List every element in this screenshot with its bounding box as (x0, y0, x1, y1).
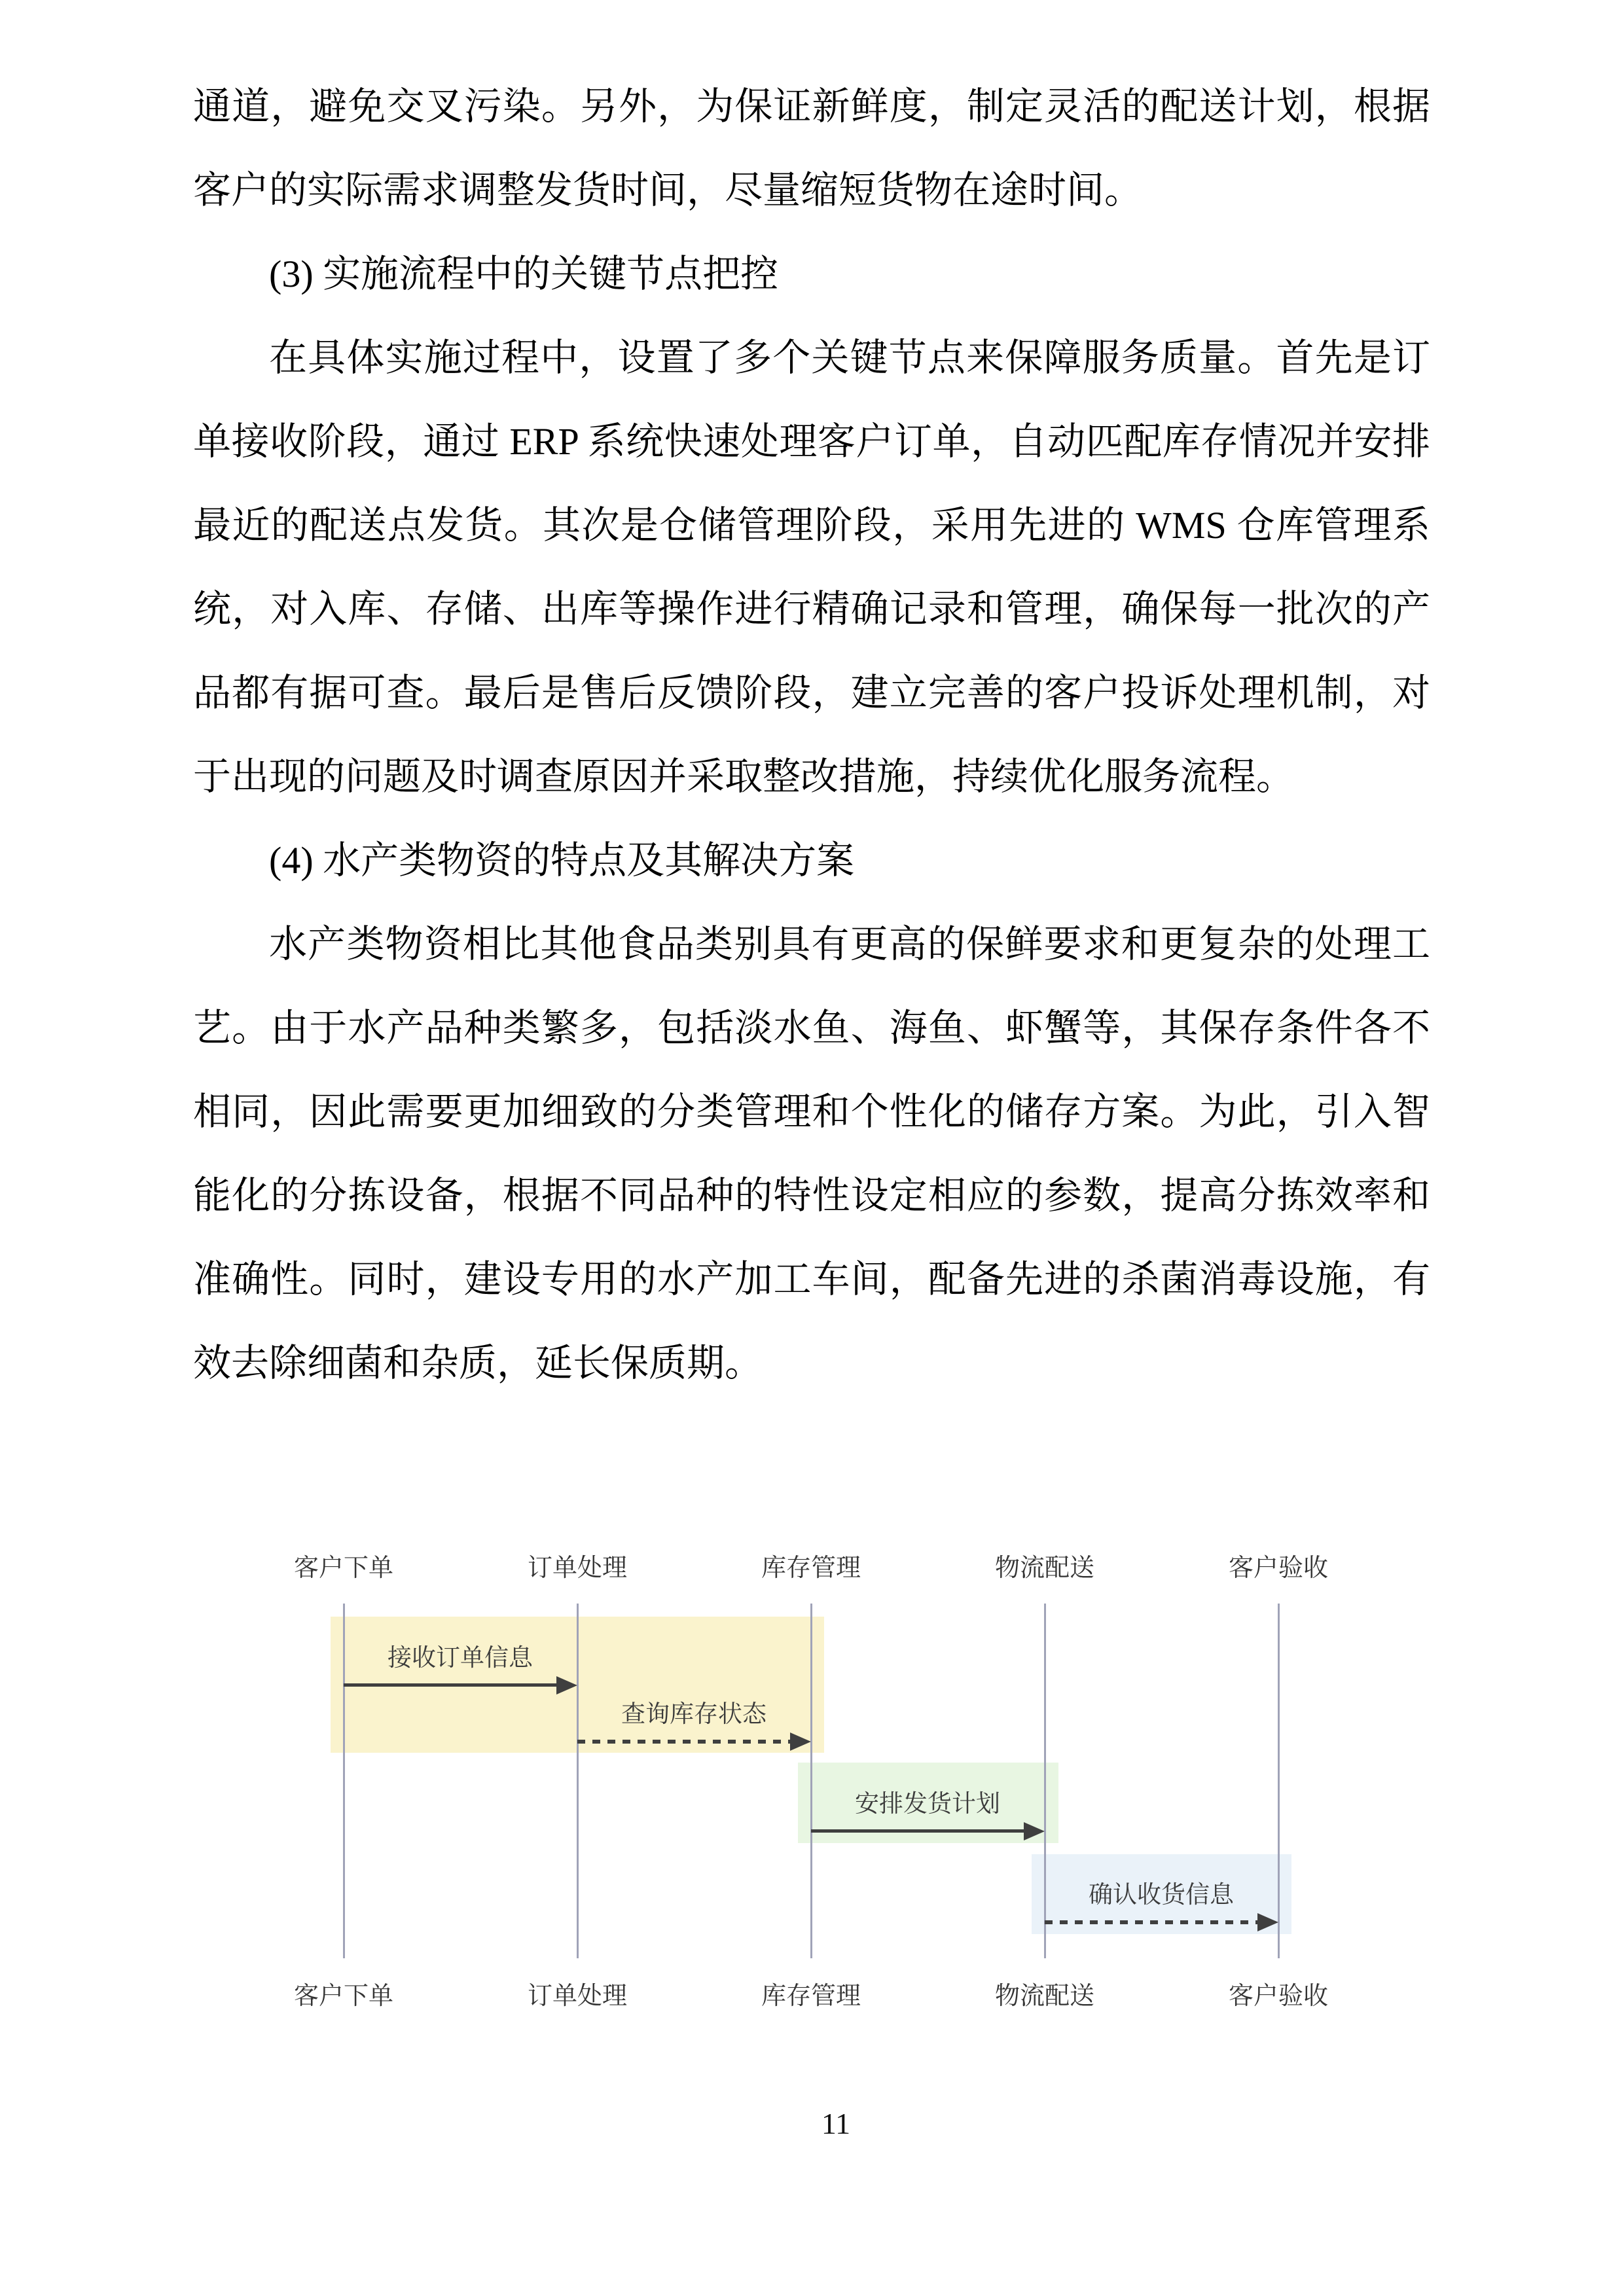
message-label-confirm-receipt: 确认收货信息 (1089, 1881, 1234, 1908)
actor-bottom-order-processing: 订单处理 (527, 1982, 628, 2010)
message-label-receive-order: 接收订单信息 (388, 1644, 533, 1671)
actor-top-order-processing: 订单处理 (527, 1554, 628, 1582)
actor-bottom-logistics-delivery: 物流配送 (994, 1982, 1095, 2010)
page-number: 11 (821, 2107, 851, 2140)
lifeline-order-processing (577, 1604, 579, 1958)
paragraph-continuation: 通道，避免交叉污染。另外，为保证新鲜度，制定灵活的配送计划，根据客户的实际需求调整发货时间，尽量缩短货物在途时间。 (193, 85, 1430, 211)
message-label-query-inventory: 查询库存状态 (621, 1700, 767, 1727)
actor-top-logistics-delivery: 物流配送 (994, 1554, 1095, 1582)
actor-bottom-customer-order: 客户下单 (293, 1982, 394, 2010)
actor-top-customer-acceptance: 客户验收 (1228, 1554, 1329, 1582)
actor-top-customer-order: 客户下单 (293, 1554, 394, 1582)
paragraph-section-3-body: 在具体实施过程中，设置了多个关键节点来保障服务质量。首先是订单接收阶段，通过 ERP 系统快速处理客户订单，自动匹配库存情况并安排最近的配送点发货。其次是仓储管理阶段，采用先进的 WMS 仓库管理系统，对入库、存储、出库等操作进行精确记录和管理，确保每一批次的产品都有据可查。最后是售后反馈阶段，建立完善的客户投诉处理机制，对于出现的问题及时调查原因并采取整改措施，持续优化服务流程。 (193, 336, 1430, 798)
arrowhead-icon (1024, 1822, 1045, 1840)
arrowhead-icon (1257, 1913, 1278, 1931)
message-line-arrange-shipping (811, 1829, 1025, 1833)
message-line-receive-order (344, 1683, 558, 1687)
paragraph-section-4-body: 水产类物资相比其他食品类别具有更高的保鲜要求和更复杂的处理工艺。由于水产品种类繁多，包括淡水鱼、海鱼、虾蟹等，其保存条件各不相同，因此需要更加细致的分类管理和个性化的储存方案。为此，引入智能化的分拣设备，根据不同品种的特性设定相应的参数，提高分拣效率和准确性。同时，建设专用的水产加工车间，配备先进的杀菌消毒设施，有效去除细菌和杂质，延长保质期。 (193, 923, 1430, 1384)
arrowhead-icon (790, 1732, 811, 1751)
lifeline-inventory-management (810, 1604, 812, 1958)
message-label-arrange-shipping: 安排发货计划 (855, 1790, 1000, 1817)
actor-top-inventory-management: 库存管理 (761, 1554, 861, 1582)
heading-section-3: (3) 实施流程中的关键节点把控 (269, 253, 779, 295)
arrowhead-icon (556, 1676, 577, 1695)
actor-bottom-inventory-management: 库存管理 (761, 1982, 861, 2010)
message-line-confirm-receipt (1045, 1920, 1259, 1924)
heading-section-4: (4) 水产类物资的特点及其解决方案 (269, 839, 855, 882)
lifeline-logistics-delivery (1044, 1604, 1046, 1958)
message-line-query-inventory (577, 1740, 791, 1744)
lifeline-customer-order (343, 1604, 345, 1958)
lifeline-customer-acceptance (1278, 1604, 1280, 1958)
actor-bottom-customer-acceptance: 客户验收 (1228, 1982, 1329, 2010)
